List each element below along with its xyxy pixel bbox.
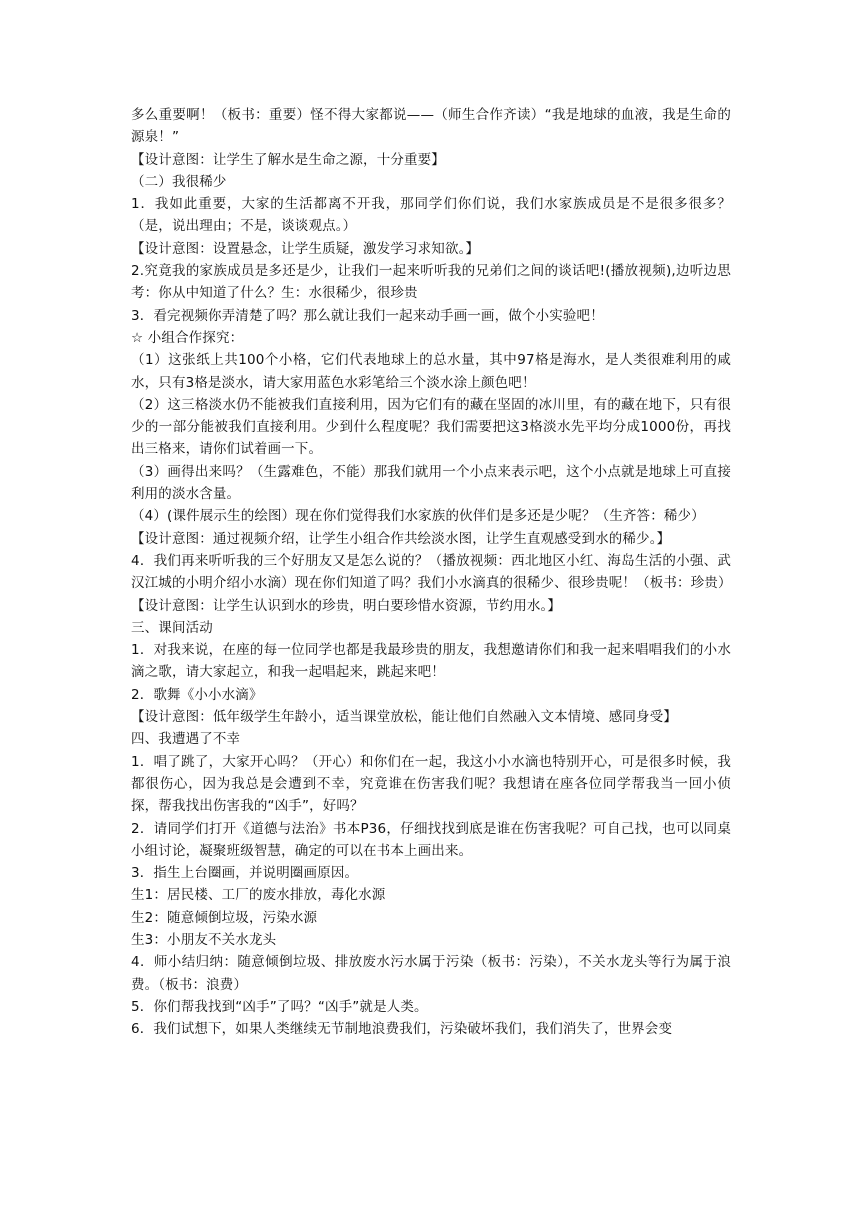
paragraph: （2）这三格淡水仍不能被我们直接利用，因为它们有的藏在坚固的冰川里，有的藏在地下，只有很少的一部分能被我们直接利用。少到什么程度呢？我们需要把这3格淡水先平均分成1000份，再找出三格来，请你们试着画一下。 [131,396,731,458]
paragraph: （3）画得出来吗？（生露难色，不能）那我们就用一个小点来表示吧，这个小点就是地球上可直接利用的淡水含量。 [131,463,731,503]
student-answer: 生3：小朋友不关水龙头 [131,931,277,948]
paragraph: 多么重要啊！（板书：重要）怪不得大家都说——（师生合作齐读）“我是地球的血液，我是生命的源泉！” [131,107,731,146]
paragraph: 3．看完视频你弄清楚了吗？那么就让我们一起来动手画一画，做个小实验吧！ [131,307,604,324]
paragraph: 5．你们帮我找到“凶手”了吗？“凶手”就是人类。 [131,998,428,1015]
section-heading: 三、课间活动 [131,619,213,636]
paragraph: 3．指生上台圈画，并说明圈画原因。 [131,865,359,882]
student-answer: 生1：居民楼、工厂的废水排放，毒化水源 [131,887,386,904]
paragraph: 2.究竟我的家族成员是多还是少，让我们一起来听听我的兄弟们之间的谈话吧!(播放视频),边听边思考：你从中知道了什么？生：水很稀少，很珍贵 [131,263,731,302]
paragraph: 4．我们再来听听我的三个好朋友又是怎么说的？（播放视频：西北地区小红、海岛生活的小强、武汉江城的小明介绍小水滴）现在你们知道了吗？我们小水滴真的很稀少、很珍贵呢！（板书：珍贵） [131,552,732,592]
document-body [131,104,731,1040]
design-intent-note: 【设计意图：让学生了解水是生命之源，十分重要】 [131,151,445,168]
design-intent-note: 【设计意图：让学生认识到水的珍贵，明白要珍惜水资源，节约用水。】 [131,597,562,614]
design-intent-note: 【设计意图：通过视频介绍，让学生小组合作共绘淡水图，让学生直观感受到水的稀少。】 [131,530,671,547]
subheading: ☆ 小组合作探究： [131,329,244,346]
paragraph: 4．师小结归纳：随意倾倒垃圾、排放废水污水属于污染（板书：污染），不关水龙头等行为属于浪费。（板书：浪费） [131,954,731,993]
paragraph: 1．对我来说，在座的每一位同学也都是我最珍贵的朋友，我想邀请你们和我一起来唱唱我们的小水滴之歌，请大家起立，和我一起唱起来，跳起来吧！ [131,642,731,681]
paragraph: （4）(课件展示生的绘图）现在你们觉得我们水家族的伙伴们是多还是少呢？（生齐答：稀少） [131,508,705,525]
paragraph: 1．唱了跳了，大家开心吗？（开心）和你们在一起，我这小小水滴也特别开心，可是很多时候，我都很伤心，因为我总是会遭到不幸，究竟谁在伤害我们呢？我想请在座各位同学帮我当一回小侦探，帮我找出伤害我的“凶手”，好吗？ [131,753,731,815]
design-intent-note: 【设计意图：低年级学生年龄小，适当课堂放松，能让他们自然融入文本情境、感同身受】 [131,709,677,726]
design-intent-note: 【设计意图：设置悬念，让学生质疑，激发学习求知欲。】 [131,240,480,257]
student-answer: 生2：随意倾倒垃圾，污染水源 [131,909,318,926]
paragraph: 1．我如此重要，大家的生活都离不开我，那同学们你们说，我们水家族成员是不是很多很多？（是，说出理由；不是，谈谈观点。） [131,196,731,235]
paragraph: （1）这张纸上共100个小格，它们代表地球上的总水量，其中97格是海水，是人类很难利用的咸水，只有3格是淡水，请大家用蓝色水彩笔给三个淡水涂上颜色吧！ [131,352,731,391]
paragraph: 6．我们试想下，如果人类继续无节制地浪费我们，污染破坏我们，我们消失了，世界会变 [131,1021,673,1038]
section-heading: （二）我很稀少 [131,173,227,190]
paragraph: 2．歌舞《小小水滴》 [131,686,263,703]
paragraph: 2．请同学们打开《道德与法治》书本P36，仔细找找到底是谁在伤害我呢？可自己找，也可以同桌小组讨论，凝聚班级智慧，确定的可以在书本上画出来。 [131,820,731,859]
section-heading: 四、我遭遇了不幸 [131,731,241,748]
